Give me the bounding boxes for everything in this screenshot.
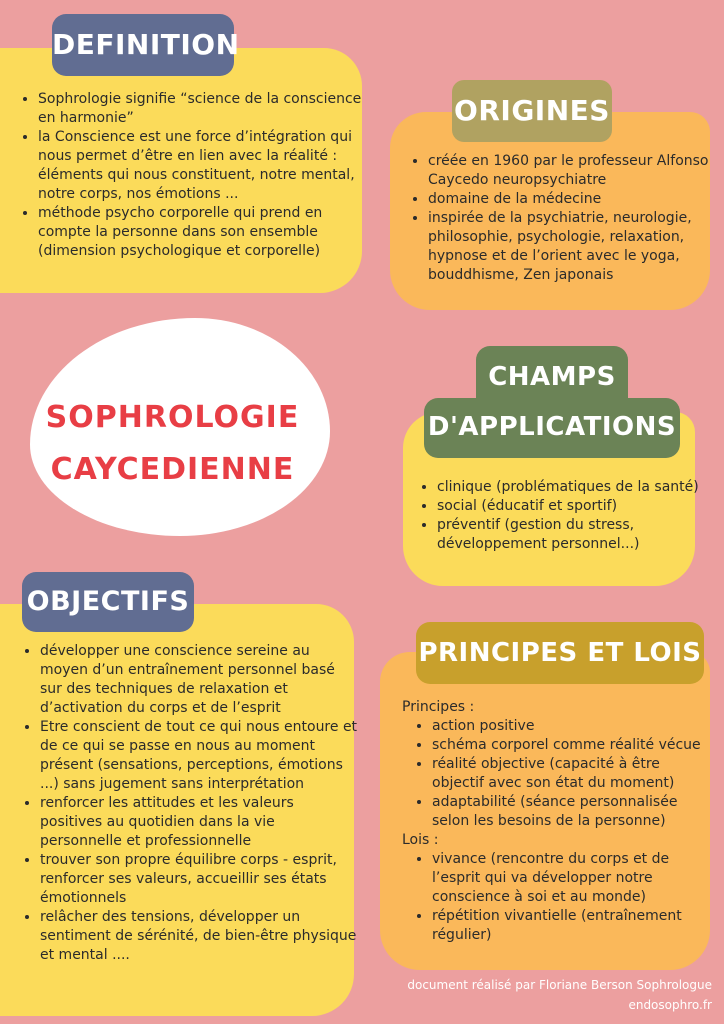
list-item: • renforcer les attitudes et les valeurs positives au quotidien dans la vie personnelle et professionnelle [40,794,358,851]
principes-content [402,698,702,945]
champs-title-top: CHAMPS [476,346,628,408]
list-item: • adaptabilité (séance personnalisée selon les besoins de la personne) [432,793,702,831]
footer-site: endosophro.fr [628,998,712,1012]
list-item: • réalité objective (capacité à être objectif avec son état du moment) [432,755,702,793]
center-title [30,392,315,496]
center-title-line1: SOPHROLOGIE [45,400,300,435]
list-item: • Sophrologie signifie “science de la conscience en harmonie” [38,90,368,128]
list-item: • créée en 1960 par le professeur Alfonso Caycedo neuropsychiatre [428,152,718,190]
champs-title-bottom: D'APPLICATIONS [424,398,680,458]
list-item: • répétition vivantielle (entraînement régulier) [432,907,702,945]
list-item: • préventif (gestion du stress, développement personnel...) [437,516,707,554]
list-item: • domaine de la médecine [428,190,718,209]
list-item: • action positive [432,717,702,736]
list-item: • méthode psycho corporelle qui prend en compte la personne dans son ensemble (dimension psychologique et corporelle) [38,204,368,261]
footer-credit: document réalisé par Floriane Berson Sophrologue [407,978,712,992]
principes-card [380,652,710,970]
list-item: • social (éducatif et sportif) [437,497,707,516]
origines-title: ORIGINES [452,80,612,142]
champs-list [417,478,707,554]
definition-card [0,48,362,293]
list-item: • schéma corporel comme réalité vécue [432,736,702,755]
list-item: • développer une conscience sereine au moyen d’un entraînement personnel basé sur des techniques de relaxation et d’activation du corps et de l’esprit [40,642,358,718]
center-title-line2: CAYCEDIENNE [50,452,295,487]
list-item: • relâcher des tensions, développer un sentiment de sérénité, de bien-être physique et mental .... [40,908,358,965]
list-item: • Etre conscient de tout ce qui nous entoure et de ce qui se passe en nous au moment présent (sensations, perceptions, émotions ...) sans jugement sans interprétation [40,718,358,794]
definition-list [18,90,368,261]
list-item: • inspirée de la psychiatrie, neurologie, philosophie, psychologie, relaxation, hypnose et de l’orient avec le yoga, bouddhisme, Zen japonais [428,209,718,285]
objectifs-card [0,604,358,1016]
objectifs-list [20,642,358,965]
definition-title: DEFINITION [52,14,234,76]
list-item: • la Conscience est une force d’intégration qui nous permet d’être en lien avec la réalité : éléments qui nous constituent, notre mental, notre corps, nos émotions ... [38,128,368,204]
list-item: • clinique (problématiques de la santé) [437,478,707,497]
list-item: • trouver son propre équilibre corps - esprit, renforcer ses valeurs, accueillir ses états émotionnels [40,851,358,908]
principes-label: Principes : [402,699,475,715]
origines-list [408,152,718,285]
lois-list [402,850,702,945]
objectifs-title: OBJECTIFS [22,572,194,632]
list-item: • vivance (rencontre du corps et de l’esprit qui va développer notre conscience à soi et au monde) [432,850,702,907]
principes-list [402,717,702,831]
lois-label: Lois : [402,832,439,848]
principes-title: PRINCIPES ET LOIS [416,622,704,684]
